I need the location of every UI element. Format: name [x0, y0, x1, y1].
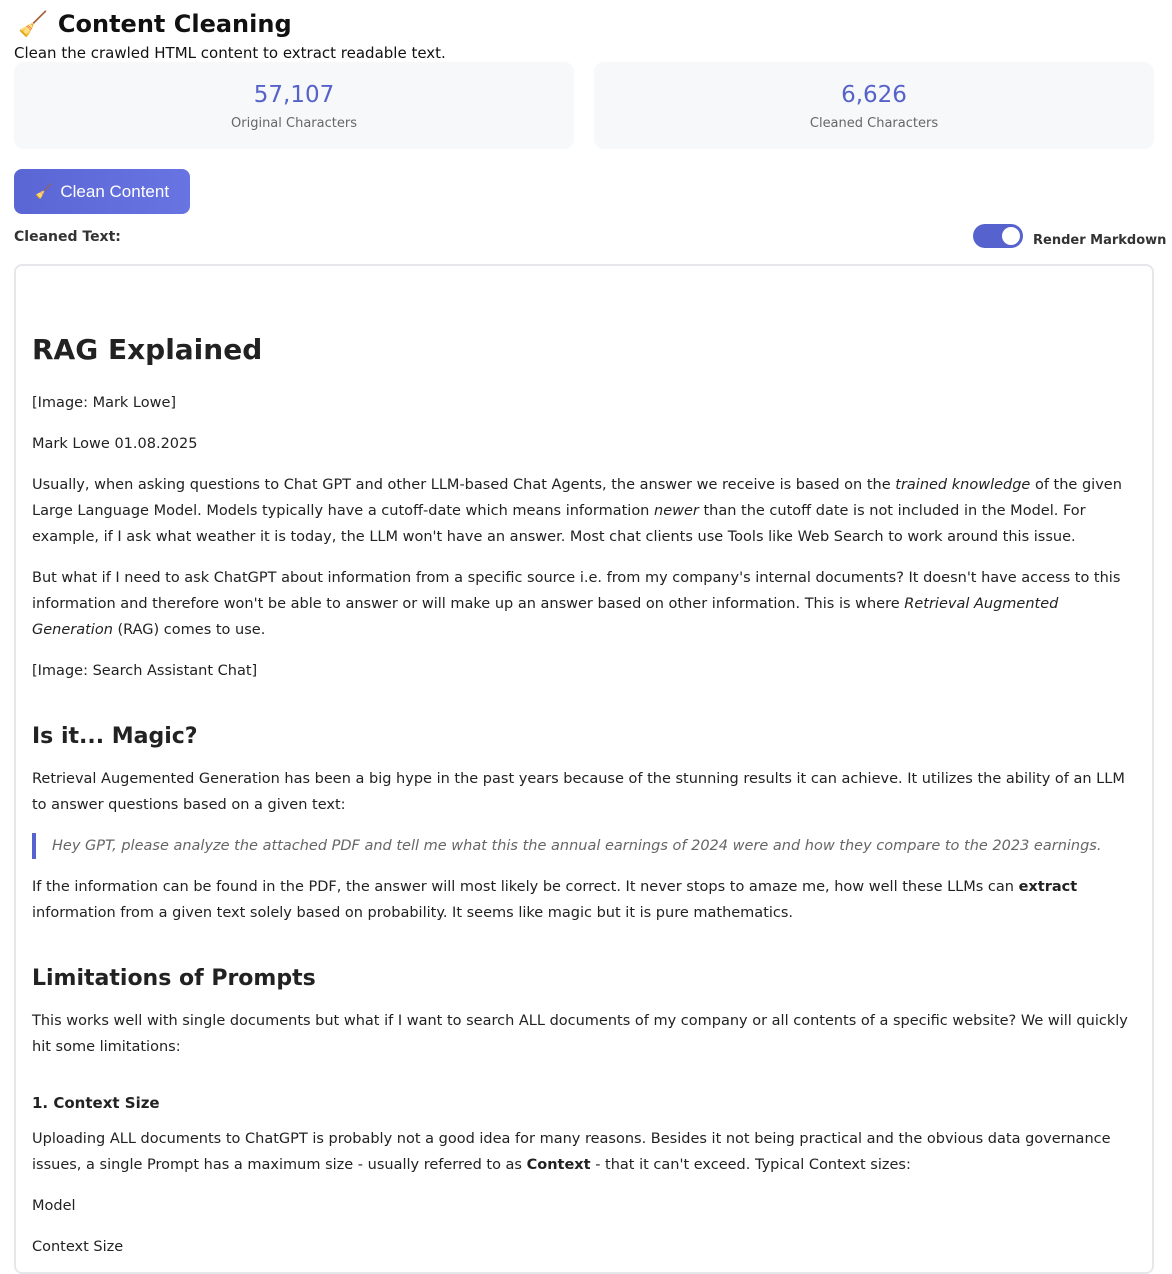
- blockquote: Hey GPT, please analyze the attached PDF and tell me what this the annual earnings of 2024 were and how they compare to the 2023 earnings.: [32, 833, 1136, 859]
- render-markdown-label: Render Markdown: [1033, 233, 1167, 248]
- page-title: 🧹 Content Cleaning: [18, 10, 292, 38]
- heading: 1. Context Size: [32, 1094, 160, 1112]
- heading: Limitations of Prompts: [32, 966, 316, 991]
- stat-value: 57,107: [253, 82, 335, 108]
- paragraph: Uploading ALL documents to ChatGPT is probably not a good idea for many reasons. Besides it not being practical and the obvious data governance issues, a single Prompt has a maximum size - usually referred to as Context - that it can't exceed. Typical Context sizes:: [32, 1131, 1111, 1173]
- stat-original: [14, 62, 574, 149]
- broom-icon: 🧹: [18, 10, 48, 38]
- cleaned-text-panel: [14, 264, 1154, 1274]
- paragraph: Mark Lowe 01.08.2025: [32, 436, 198, 452]
- paragraph: Model: [32, 1198, 76, 1214]
- heading: RAG Explained: [32, 333, 263, 366]
- stat-value: 6,626: [841, 82, 907, 108]
- paragraph: But what if I need to ask ChatGPT about information from a specific source i.e. from my company's internal documents? It doesn't have access to this information and therefore won't be able to answer or will make up an answer based on other information. This is where Retrieval Augmented Generation (RAG) comes to use.: [32, 570, 1121, 638]
- render-markdown-toggle[interactable]: [973, 224, 1023, 248]
- paragraph: [Image: Search Assistant Chat]: [32, 663, 258, 679]
- paragraph: If the information can be found in the PDF, the answer will most likely be correct. It never stops to amaze me, how well these LLMs can extract information from a given text solely based on probability. It seems like magic but it is pure mathematics.: [32, 879, 1078, 921]
- paragraph: Retrieval Augemented Generation has been a big hype in the past years because of the stunning results it can achieve. It utilizes the ability of an LLM to answer questions based on a given text:: [32, 771, 1125, 813]
- clean-content-button[interactable]: 🧹 Clean Content: [14, 169, 190, 214]
- paragraph: This works well with single documents but what if I want to search ALL documents of my company or all contents of a specific website? We will quickly hit some limitations:: [32, 1013, 1128, 1055]
- paragraph: Usually, when asking questions to Chat GPT and other LLM-based Chat Agents, the answer we receive is based on the trained knowledge of the given Large Language Model. Models typically have a cutoff-date which means information newer than the cutoff date is not included in the Model. For example, if I ask what weather it is today, the LLM won't have an answer. Most chat clients use Tools like Web Search to work around this issue.: [32, 477, 1122, 545]
- stat-cleaned: [594, 62, 1154, 149]
- page-subtitle: Clean the crawled HTML content to extract readable text.: [14, 44, 446, 62]
- broom-icon: 🧹: [34, 183, 53, 199]
- paragraph: [Image: Mark Lowe]: [32, 395, 177, 411]
- stat-label: Cleaned Characters: [809, 116, 939, 131]
- paragraph: Context Size: [32, 1239, 124, 1255]
- cleaned-text-label: Cleaned Text:: [14, 229, 121, 245]
- heading: Is it... Magic?: [32, 724, 198, 749]
- stat-label: Original Characters: [231, 116, 357, 131]
